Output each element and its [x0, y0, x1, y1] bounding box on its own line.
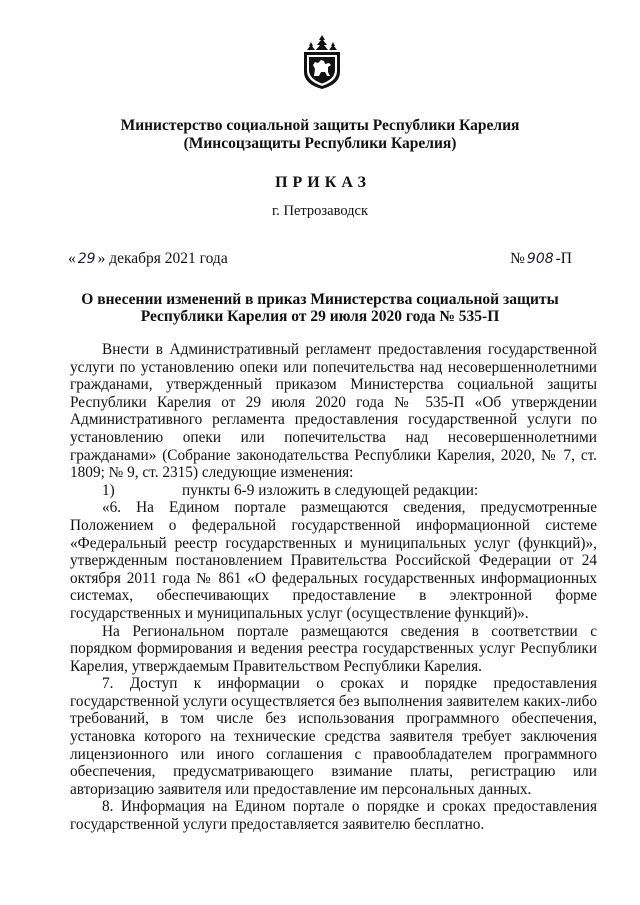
text-line: Республики Карелия от 29 июля 2020 года № 535-П «Об утверждении: [70, 393, 597, 411]
list-item-text: пункты 6-9 изложить в следующей редакции:: [182, 481, 479, 499]
text-line: 1809; № 9, ст. 2315) следующие изменения:: [70, 464, 354, 482]
date-open-quote: «: [68, 250, 76, 267]
text-line: «6. На Едином портале размещаются сведения, предусмотренные: [102, 499, 597, 517]
coat-of-arms-emblem: [300, 34, 344, 90]
text-line: лицензионного или иного соглашения с правообладателем программного: [70, 745, 597, 763]
number-sign: №: [510, 250, 525, 267]
text-line: гражданами, утвержденный приказом Министерства социальной защиты: [70, 376, 597, 394]
ministry-name: Министерство социальной защиты Республики Карелия: [120, 117, 520, 134]
text-line: государственной услуги предоставляется заявителю бесплатно.: [70, 816, 485, 834]
paragraph-intro: [70, 341, 597, 482]
text-line: обеспечения, предусматривающего взимание платы, регистрацию или: [70, 763, 597, 781]
number-suffix: -П: [555, 250, 572, 267]
order-title-line-2: Республики Карелия от 29 июля 2020 года № 535-П: [140, 308, 500, 325]
text-line: октября 2011 года № 861 «О федеральных государственных информационных: [70, 569, 597, 587]
number-handwritten: 908: [526, 251, 554, 267]
text-line: утвержденным постановлением Правительства Российской Федерации от 24: [70, 552, 597, 570]
text-line: порядком формирования и ведения реестра государственных услуг Республики: [70, 640, 597, 658]
text-line: «Федеральный реестр государственных и муниципальных услуг (функций)»,: [70, 534, 597, 552]
document-number: [510, 250, 572, 268]
document-date: [68, 250, 228, 268]
text-line: системах, обеспечивающих предоставление в электронной форме: [70, 587, 597, 605]
text-line: установка которого на технические средства заявителя требует заключения: [70, 728, 597, 746]
text-line: требований, в том числе без использования программного обеспечения,: [70, 710, 597, 728]
text-line: 7. Доступ к информации о сроках и порядке предоставления: [102, 675, 597, 693]
text-line: государственной услуги осуществляется без выполнения заявителем каких-либо: [70, 692, 597, 710]
list-item-1: [70, 482, 597, 500]
paragraph-regional-portal: [70, 623, 597, 676]
text-line: Положением о федеральной государственной информационной системе: [70, 516, 597, 534]
text-line: Внести в Административный регламент предоставления государственной: [102, 341, 597, 358]
paragraph-6: [70, 499, 597, 622]
order-title-line-1: О внесении изменений в приказ Министерства социальной защиты: [81, 291, 559, 308]
document-body: [70, 341, 597, 834]
text-line: установлению опеки или попечительства над несовершеннолетними: [70, 428, 597, 446]
text-line: На Региональном портале размещаются сведения в соответствии с: [102, 622, 597, 640]
document-type-title: ПРИКАЗ: [275, 174, 371, 191]
text-line: Карелия, утверждаемым Правительством Республики Карелия.: [70, 657, 482, 675]
text-line: государственных и муниципальных услуг (осуществление функций)».: [70, 604, 529, 622]
ministry-short-name: (Минсоцзащиты Республики Карелия): [183, 135, 457, 152]
document-city: г. Петрозаводск: [271, 203, 369, 219]
text-line: 8. Информация на Едином портале о порядке и сроках предоставления: [102, 798, 597, 816]
text-line: авторизацию заявителя или предоставление им персональных данных.: [70, 780, 532, 798]
date-month-year: декабря 2021 года: [109, 250, 228, 267]
list-item-number: 1): [102, 481, 115, 499]
paragraph-8: [70, 798, 597, 833]
text-line: гражданами» (Собрание законодательства Республики Карелия, 2020, № 7, ст.: [70, 446, 597, 464]
date-close-quote: »: [97, 250, 106, 267]
text-line: услуги по установлению опеки или попечительства над несовершеннолетними: [70, 358, 597, 376]
paragraph-7: [70, 675, 597, 798]
date-day-handwritten: 29: [77, 251, 96, 267]
text-line: Административного регламента предоставления государственной услуги по: [70, 411, 597, 429]
